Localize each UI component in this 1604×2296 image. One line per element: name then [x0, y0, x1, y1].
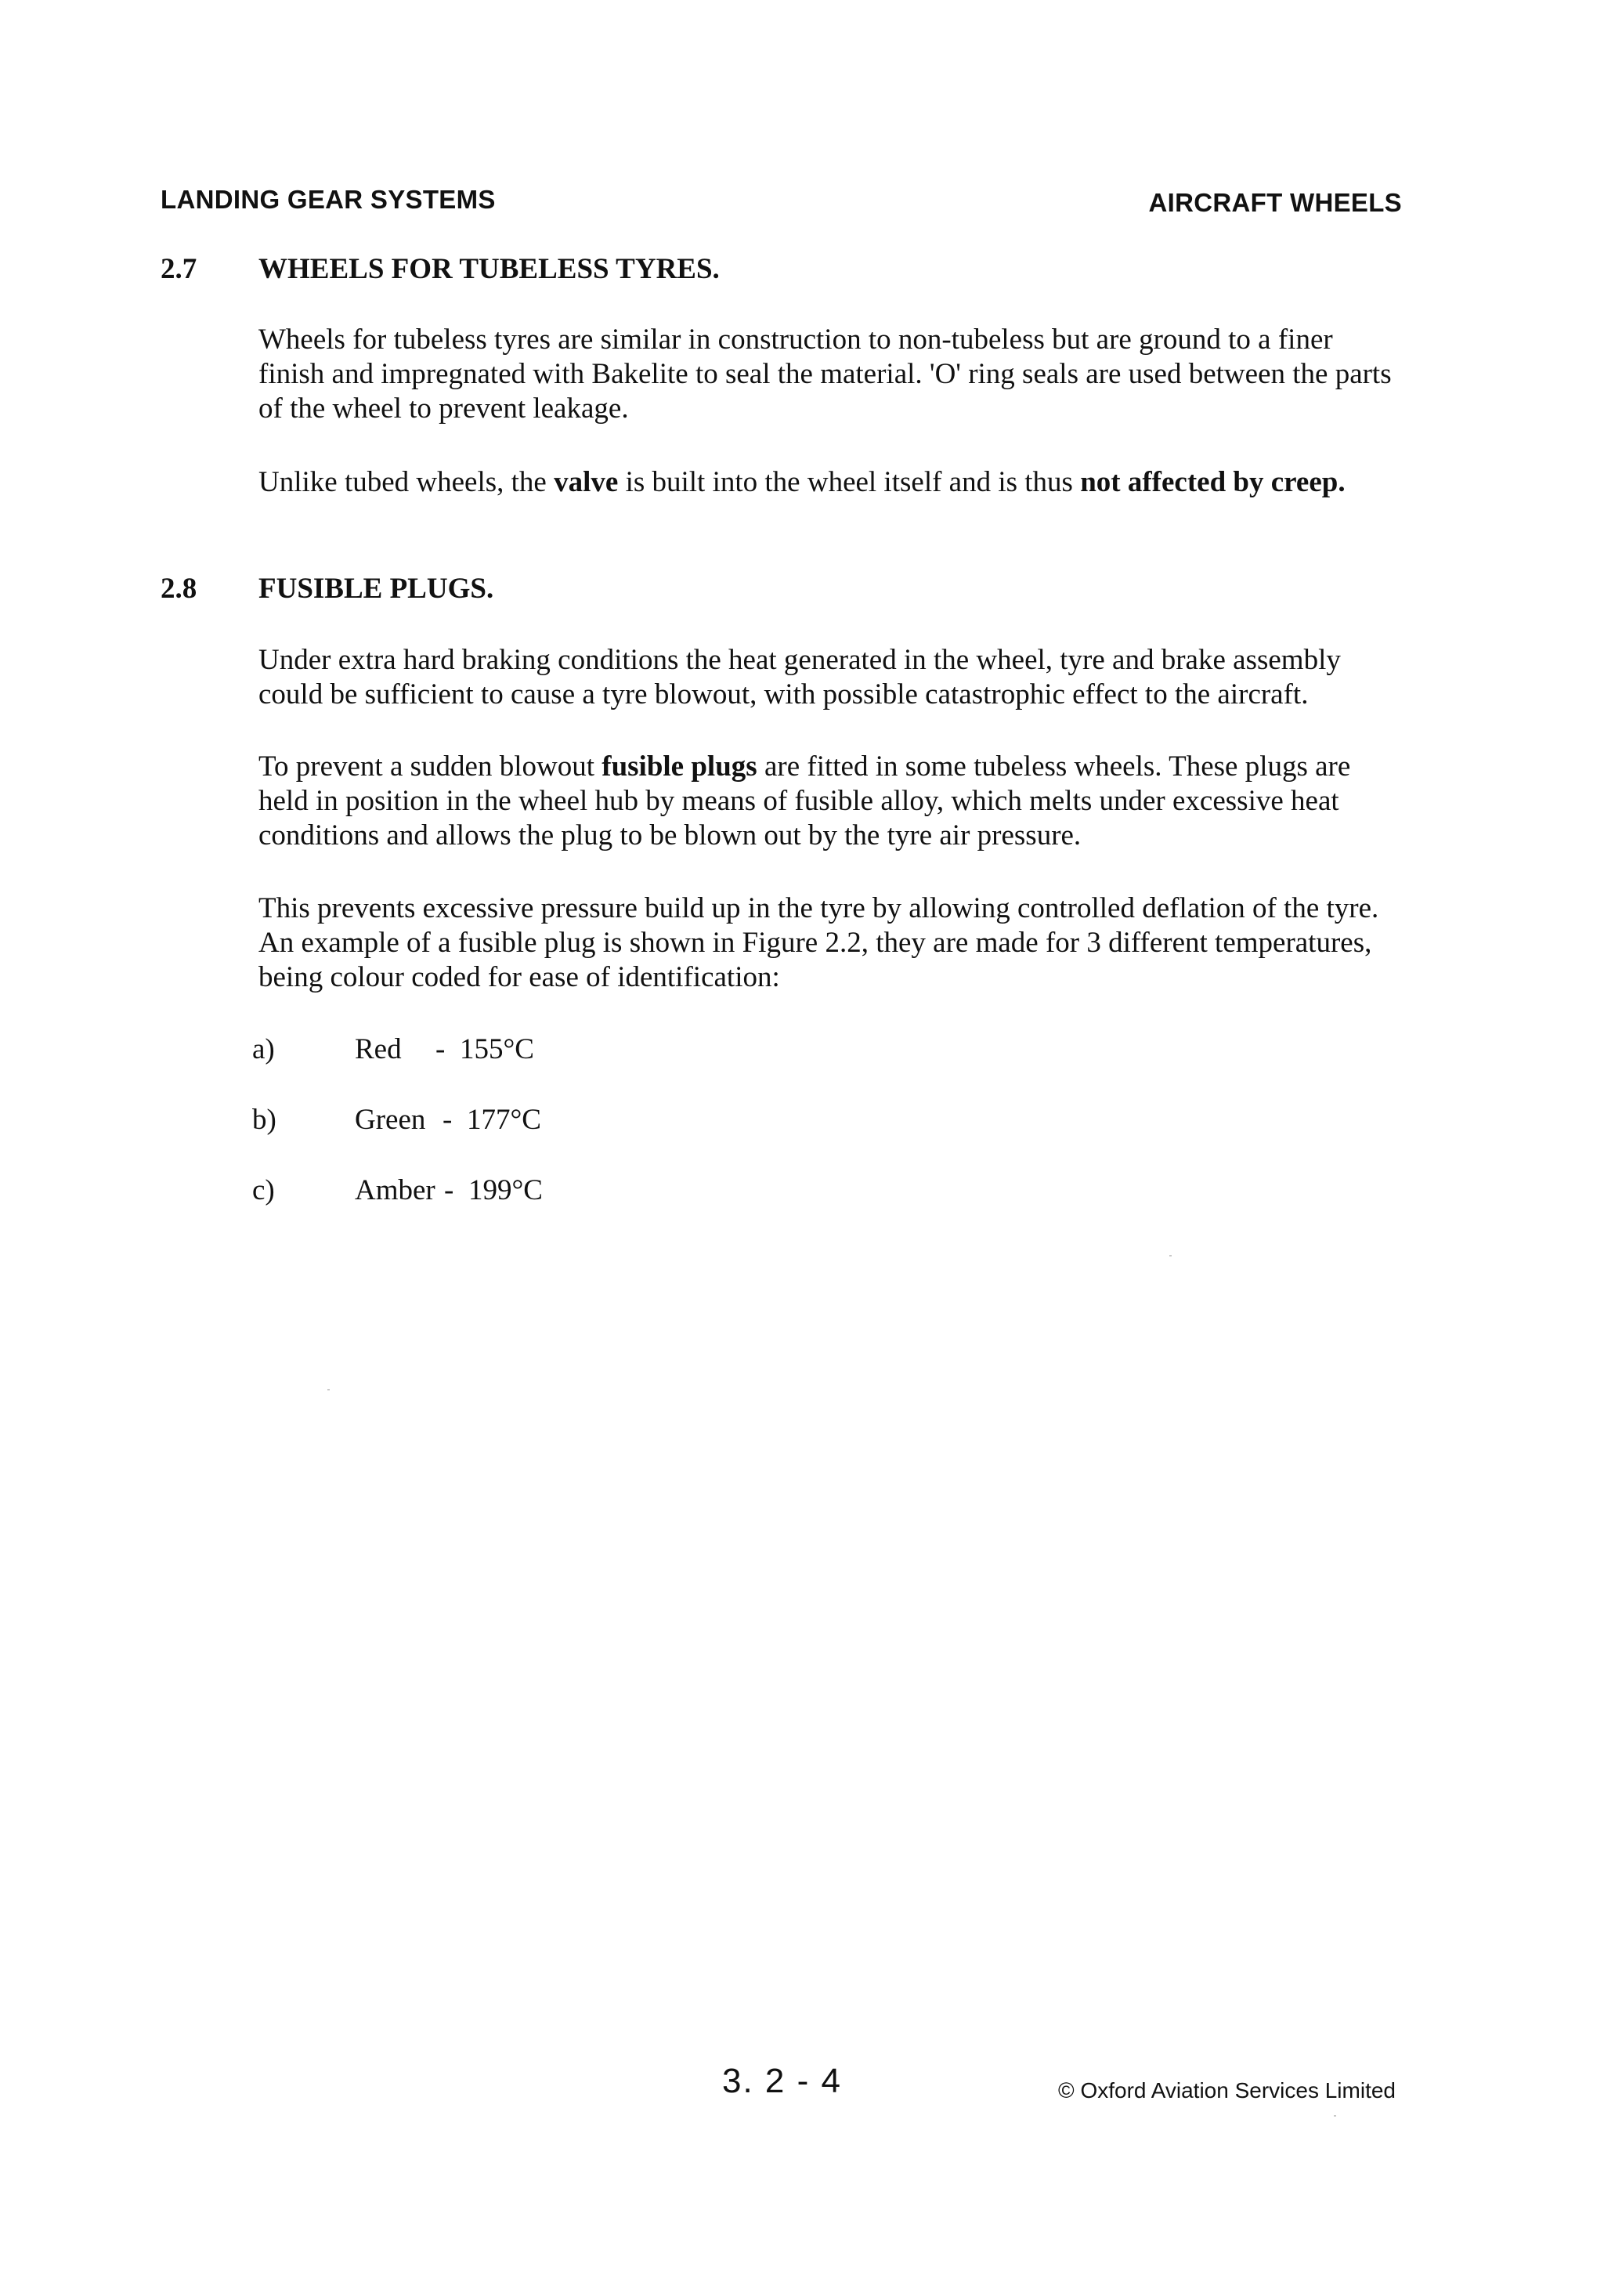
list-label: c)	[252, 1174, 275, 1206]
paragraph	[258, 465, 1404, 500]
paragraph-text: Under extra hard braking conditions the heat generated in the wheel, tyre and brake assembly could be sufficient to cause a tyre blowout, with possible catastrophic effect to the aircraft.	[258, 644, 1341, 710]
list-colour: Red	[355, 1033, 402, 1065]
paragraph	[258, 750, 1404, 853]
paragraph-text: To prevent a sudden blowout	[258, 750, 602, 783]
paragraph	[258, 323, 1404, 426]
list-label: b)	[252, 1104, 276, 1136]
list-item	[252, 1173, 722, 1208]
list-temperature: 155°C	[460, 1033, 534, 1065]
section-title: WHEELS FOR TUBELESS TYRES.	[258, 253, 720, 285]
section-title: FUSIBLE PLUGS.	[258, 573, 494, 605]
paragraph-text: This prevents excessive pressure build up in the tyre by allowing controlled deflation of the tyre. An example of a fusible plug is shown in Figure 2.2, they are made for 3 different temperatures, being colour coded for ease of identification:	[258, 892, 1379, 993]
scan-speck	[1334, 2115, 1336, 2117]
bold-term: not affected by creep.	[1080, 466, 1346, 498]
paragraph-text: are fitted in some tubeless wheels. These plugs are held in position in the wheel hub by means of fusible alloy, which melts under excessive heat conditions and allows the plug to be blown out by the tyre air pressure.	[258, 750, 1351, 852]
paragraph	[258, 643, 1404, 712]
list-separator: -	[444, 1174, 454, 1206]
paragraph-text: Unlike tubed wheels, the	[258, 466, 555, 498]
copyright-notice: © Oxford Aviation Services Limited	[1058, 2078, 1396, 2103]
page-number: 3. 2 - 4	[722, 2062, 842, 2100]
list-temperature: 199°C	[468, 1174, 543, 1206]
list-item	[252, 1103, 722, 1137]
paragraph	[258, 891, 1404, 995]
list-item	[252, 1032, 722, 1067]
list-separator: -	[435, 1033, 446, 1065]
running-header-right: AIRCRAFT WHEELS	[1148, 188, 1402, 217]
list-label: a)	[252, 1033, 275, 1065]
bold-term: fusible plugs	[602, 750, 757, 783]
section-number: 2.8	[161, 573, 197, 605]
running-header-left: LANDING GEAR SYSTEMS	[161, 185, 496, 214]
list-colour: Amber	[355, 1174, 435, 1206]
scan-speck	[327, 1389, 330, 1390]
section-number: 2.7	[161, 253, 197, 285]
bold-term: valve	[554, 466, 619, 498]
list-colour: Green	[355, 1104, 426, 1136]
scan-speck	[1169, 1255, 1172, 1256]
paragraph-text: is built into the wheel itself and is thus	[618, 466, 1081, 498]
list-separator: -	[443, 1104, 453, 1136]
paragraph-text: Wheels for tubeless tyres are similar in construction to non-tubeless but are ground to a finer finish and impregnated with Bakelite to seal the material. 'O' ring seals are used between the parts of the wheel to prevent leakage.	[258, 324, 1392, 425]
list-temperature: 177°C	[467, 1104, 541, 1136]
